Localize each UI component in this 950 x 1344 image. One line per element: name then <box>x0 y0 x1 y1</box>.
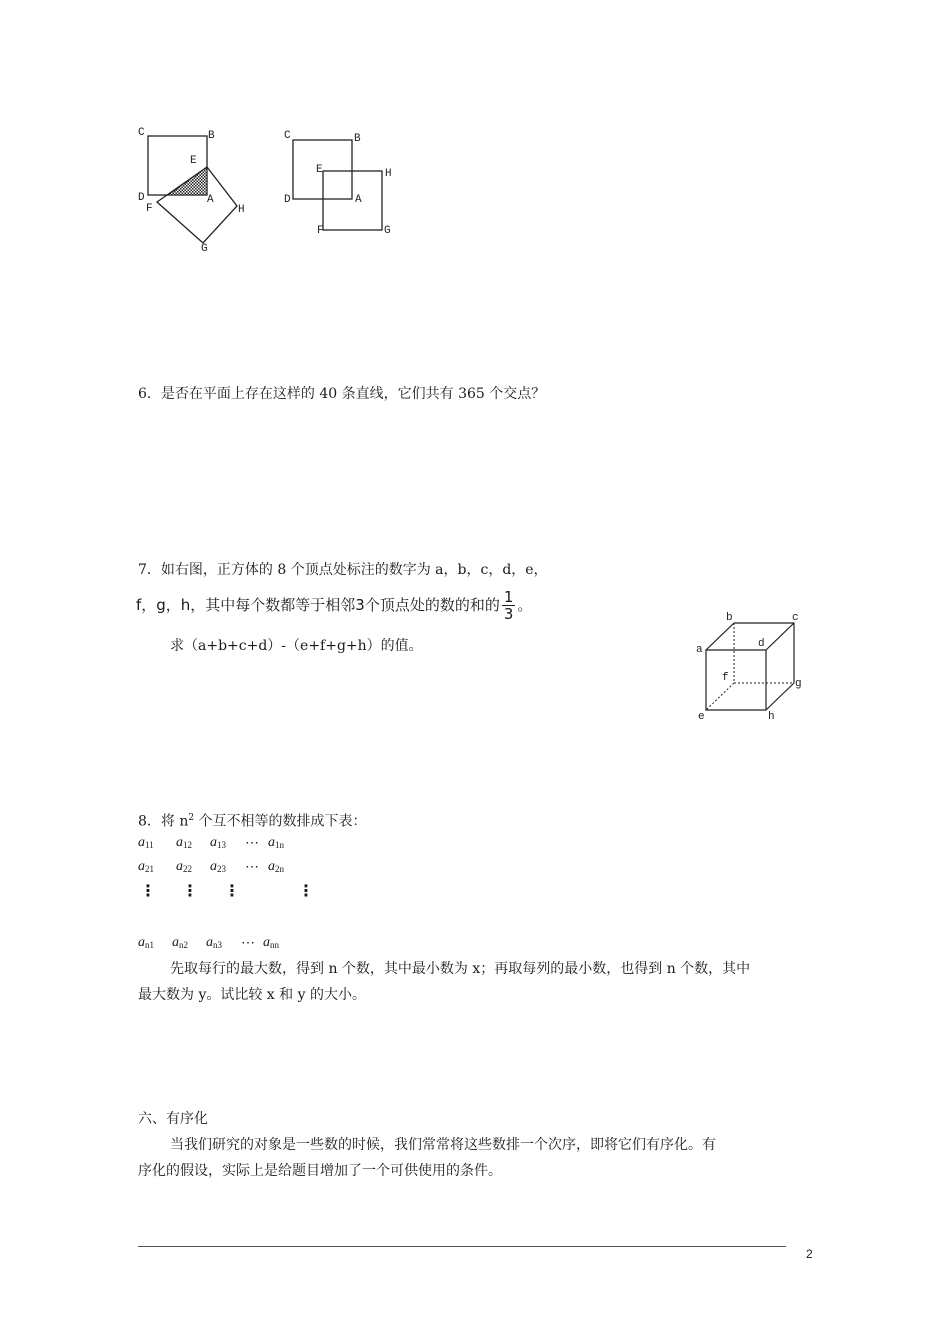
fraction-denominator: 3 <box>503 605 514 623</box>
question-8-intro-pre: 8．将 n <box>138 813 189 830</box>
question-7-line2-end: 。 <box>517 596 533 614</box>
matrix-cell: $a_{22}$ <box>176 859 192 874</box>
vdots: ⋮ <box>182 881 198 900</box>
squares-figure-right <box>280 124 400 238</box>
fig-label: a <box>696 644 703 656</box>
fig-label: e <box>698 711 705 723</box>
question-6: 6．是否在平面上存在这样的 40 条直线，它们共有 365 个交点？ <box>138 386 546 402</box>
cube-hidden-edge <box>706 683 734 710</box>
fig-label: H <box>238 204 245 216</box>
fig-label: C <box>138 127 145 139</box>
fig-label: H <box>385 168 392 180</box>
vdots: ⋮ <box>298 881 314 900</box>
fig-label: g <box>795 678 802 690</box>
question-7-line3: 求（a+b+c+d）-（e+f+g+h）的值。 <box>170 638 423 654</box>
squares-figure-left <box>132 122 252 254</box>
matrix-cell: $a_{23}$ <box>210 859 226 874</box>
question-8-para-line2: 最大数为 y。试比较 x 和 y 的大小。 <box>138 987 366 1003</box>
fraction-numerator: 1 <box>503 588 514 606</box>
matrix-cell: $a_{nn}$ <box>263 935 279 950</box>
vdots: ⋮ <box>224 881 240 900</box>
vdots: ⋮ <box>140 881 156 900</box>
matrix-cell: $a_{n2}$ <box>172 935 188 950</box>
question-7-line2 <box>136 589 532 622</box>
matrix-ellipsis: ⋯ <box>245 836 259 851</box>
fig-label: d <box>758 638 765 650</box>
fig-label: G <box>201 243 208 254</box>
question-7-line1: 7．如右图，正方体的 8 个顶点处标注的数字为 a，b，c，d，e， <box>138 562 548 578</box>
fig-label: D <box>284 194 291 206</box>
matrix-cell: $a_{21}$ <box>138 859 154 874</box>
matrix-ellipsis: ⋯ <box>241 936 255 951</box>
fig-label: F <box>146 203 153 215</box>
question-8-para-line1: 先取每行的最大数，得到 n 个数，其中最小数为 x；再取每列的最小数，也得到 n 个数，其中 <box>170 961 751 977</box>
fig-label: A <box>207 194 214 206</box>
matrix-ellipsis: ⋯ <box>245 860 259 875</box>
fig-label: B <box>208 130 215 142</box>
fig-label: D <box>138 192 145 204</box>
matrix-cell: $a_{n3}$ <box>206 935 222 950</box>
matrix-cell: $a_{13}$ <box>210 835 226 850</box>
fraction-one-third <box>502 589 516 622</box>
matrix-cell: $a_{1n}$ <box>268 835 284 850</box>
fig-label: E <box>190 155 197 167</box>
fig-label: C <box>284 130 291 142</box>
fig-label: c <box>792 612 799 624</box>
section-heading: 六、有序化 <box>138 1111 208 1127</box>
question-7-line2-text: f，g，h，其中每个数都等于相邻3个顶点处的数的和的 <box>136 596 500 614</box>
matrix-cell: $a_{12}$ <box>176 835 192 850</box>
fig-label: E <box>316 164 323 176</box>
superscript-2: 2 <box>188 813 195 823</box>
footer-divider <box>138 1246 786 1247</box>
cube-figure <box>692 608 812 726</box>
fig-label: G <box>384 225 391 237</box>
fig-label: B <box>354 133 361 145</box>
matrix-cell: $a_{11}$ <box>138 835 154 850</box>
section-para-line2: 序化的假设，实际上是给题目增加了一个可供使用的条件。 <box>138 1163 502 1179</box>
fig-label: A <box>355 194 362 206</box>
section-para-line1: 当我们研究的对象是一些数的时候，我们常常将这些数排一个次序，即将它们有序化。有 <box>170 1137 716 1153</box>
matrix-cell: $a_{2n}$ <box>268 859 284 874</box>
question-8-intro <box>138 808 367 832</box>
matrix-cell: $a_{n1}$ <box>138 935 154 950</box>
cube-front-face <box>706 650 766 710</box>
fig-label: b <box>726 612 733 624</box>
fig-label: f <box>722 672 729 684</box>
page-number: 2 <box>806 1247 813 1261</box>
fig-label: h <box>768 711 775 723</box>
fig-label: F <box>317 225 324 237</box>
question-8-intro-post: 个互不相等的数排成下表： <box>194 813 367 830</box>
